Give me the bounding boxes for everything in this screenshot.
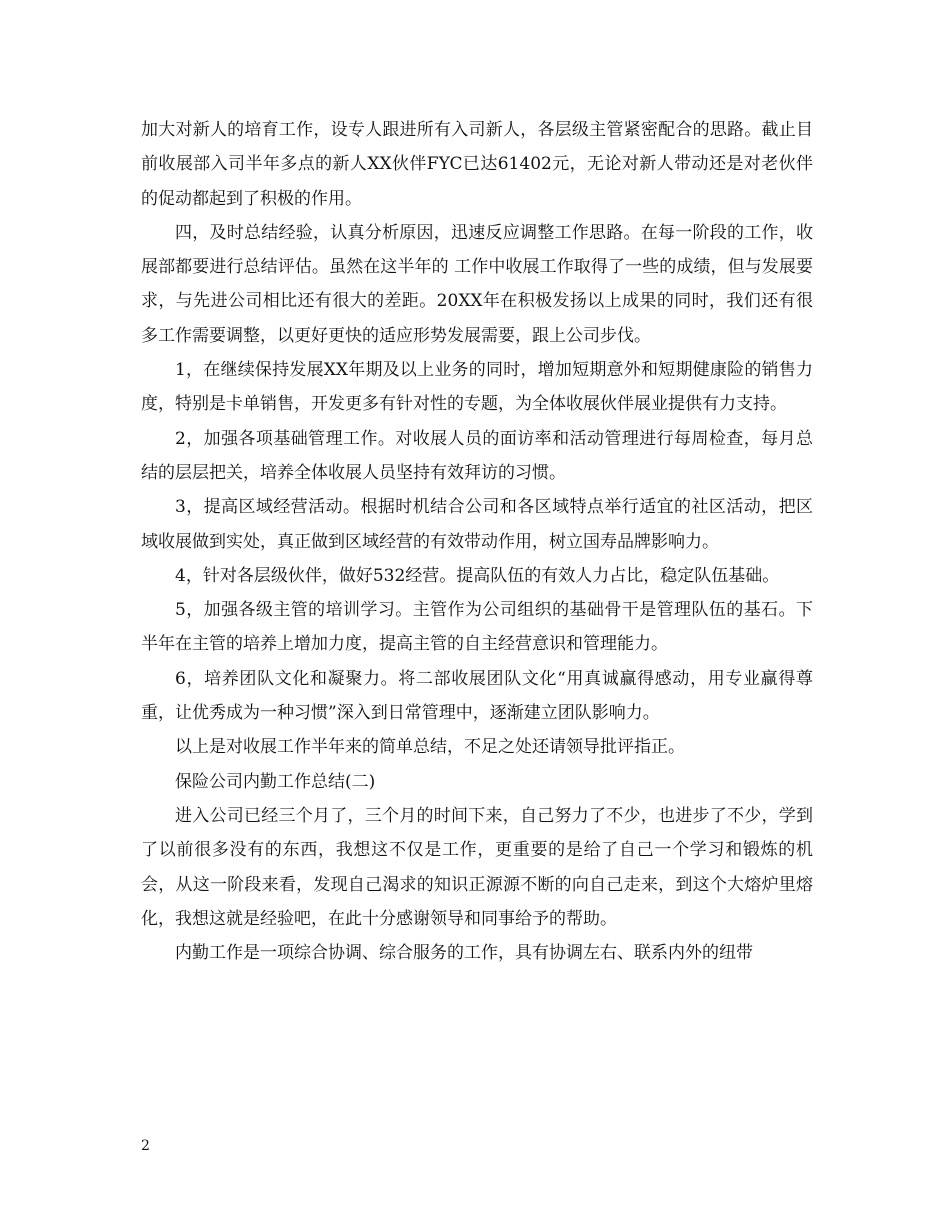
paragraph: 以上是对收展工作半年来的简单总结，不足之处还请领导批评指正。 [175,737,685,758]
paragraph: 3，提高区域经营活动。根据时机结合公司和各区域特点举行适宜的社区活动，把区域收展做到实处，真正做到区域经营的有效带动作用，树立国寿品牌影响力。 [141,497,813,552]
paragraph: 4，针对各层级伙伴，做好532经营。提高队伍的有效人力占比，稳定队伍基础。 [175,565,780,586]
paragraph: 内勤工作是一项综合协调、综合服务的工作，具有协调左右、联系内外的纽带 [175,943,753,964]
paragraph: 保险公司内勤工作总结(二) [175,771,376,792]
paragraph: 加大对新人的培育工作，设专人跟进所有入司新人，各层级主管紧密配合的思路。截止目前收展部入司半年多点的新人XX伙伴FYC已达61402元，无论对新人带动还是对老伙伴的促动都起到了积极的作用。 [141,120,813,209]
paragraph: 5，加强各级主管的培训学习。主管作为公司组织的基础骨干是管理队伍的基石。下半年在主管的培养上增加力度，提高主管的自主经营意识和管理能力。 [141,600,813,655]
document-body [141,113,813,970]
paragraph: 进入公司已经三个月了，三个月的时间下来，自己努力了不少，也进步了不少，学到了以前很多没有的东西，我想这不仅是工作，更重要的是给了自己一个学习和锻炼的机会，从这一阶段来看，发现自己渴求的知识正源源不断的向自己走来，到这个大熔炉里熔化，我想这就是经验吧，在此十分感谢领导和同事给予的帮助。 [141,805,813,929]
paragraph: 四，及时总结经验，认真分析原因，迅速反应调整工作思路。在每一阶段的工作，收展部都要进行总结评估。虽然在这半年的 工作中收展工作取得了一些的成绩，但与发展要求，与先进公司相比还有很大的差距。20XX年在积极发扬以上成果的同时，我们还有很多工作需要调整，以更好更快的适应形势发展需要，跟上公司步伐。 [141,222,813,346]
page-number: 2 [141,1138,150,1154]
paragraph: 2，加强各项基础管理工作。对收展人员的面访率和活动管理进行每周检查，每月总结的层层把关，培养全体收展人员坚持有效拜访的习惯。 [141,428,813,483]
paragraph: 6，培养团队文化和凝聚力。将二部收展团队文化“用真诚赢得感动，用专业赢得尊重，让优秀成为一种习惯”深入到日常管理中，逐渐建立团队影响力。 [141,668,813,724]
paragraph: 1，在继续保持发展XX年期及以上业务的同时，增加短期意外和短期健康险的销售力度，特别是卡单销售，开发更多有针对性的专题，为全体收展伙伴展业提供有力支持。 [141,360,813,415]
